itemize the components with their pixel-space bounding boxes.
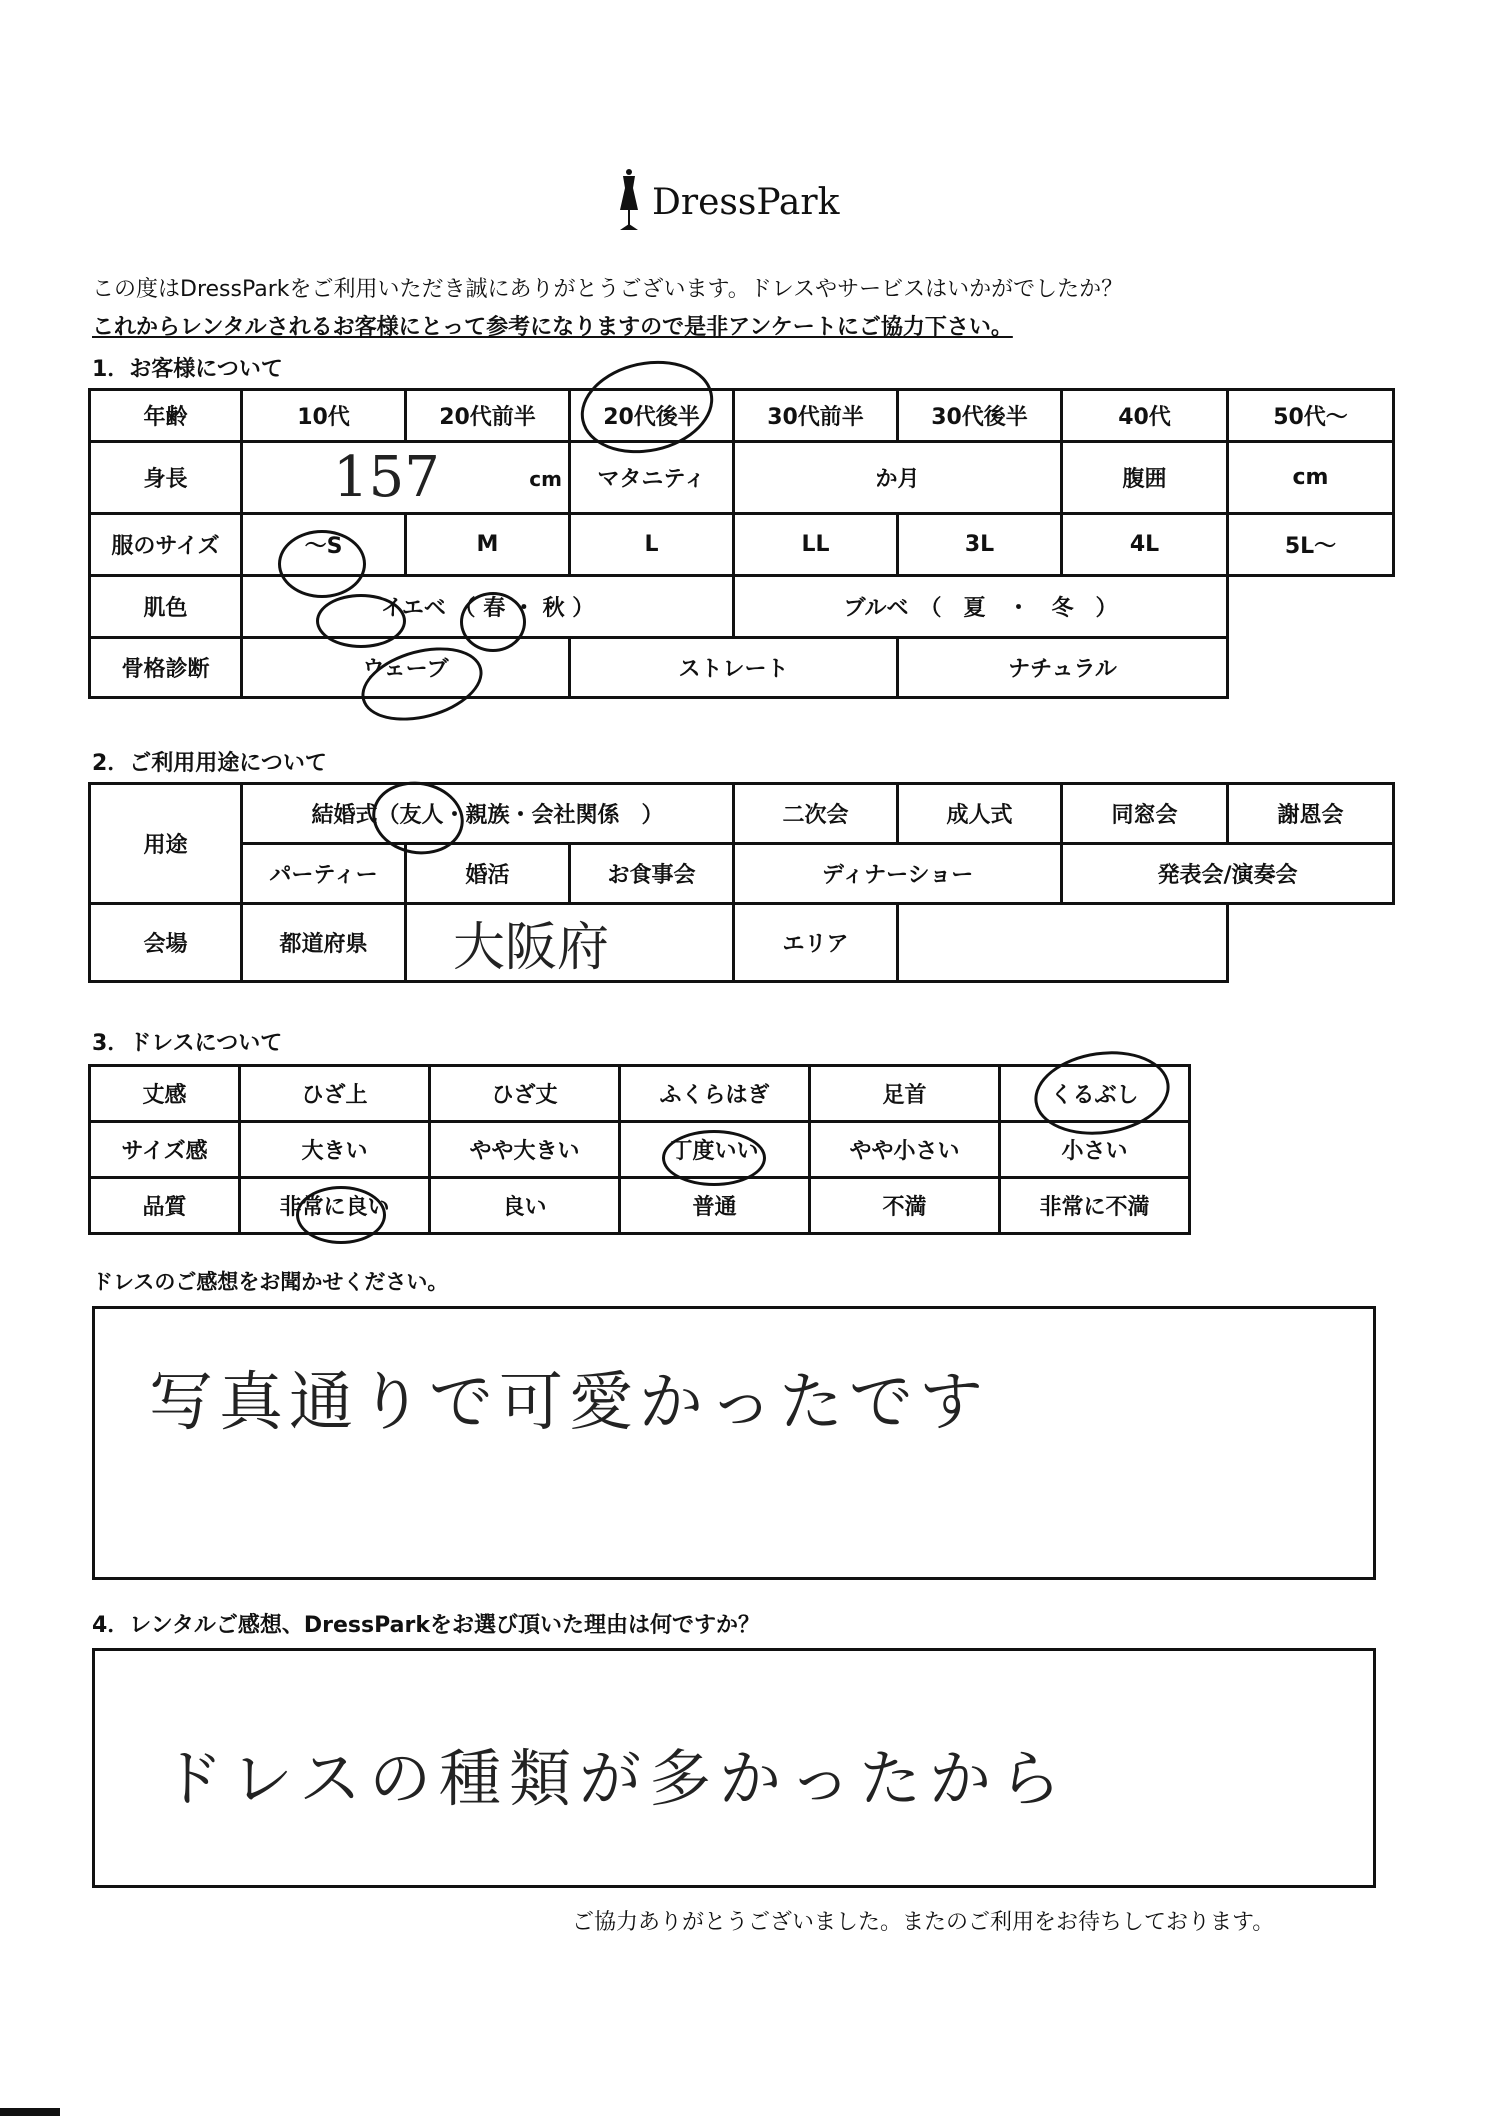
size-option[interactable]: L <box>570 514 734 576</box>
wedding-cell[interactable] <box>242 784 734 844</box>
area-label: エリア <box>734 904 898 982</box>
frame-option[interactable]: ナチュラル <box>898 638 1228 698</box>
size-option[interactable]: LL <box>734 514 898 576</box>
age-option[interactable]: 30代後半 <box>898 390 1062 442</box>
waist-label: 腹囲 <box>1062 442 1228 514</box>
skin-autumn[interactable]: 秋 <box>542 596 565 621</box>
waist-unit[interactable]: cm <box>1228 442 1394 514</box>
footer-thanks: ご協力ありがとうございました。またのご利用をお待ちしております。 <box>572 1910 1275 1935</box>
size-option[interactable]: 5L～ <box>1228 514 1394 576</box>
wedding-prefix: 結婚式（ <box>311 803 400 828</box>
age-option[interactable]: 20代前半 <box>406 390 570 442</box>
quality-option[interactable]: 良い <box>430 1178 620 1234</box>
fit-option[interactable]: 小さい <box>1000 1122 1190 1178</box>
skin-yellow[interactable]: イエベ <box>380 596 446 621</box>
length-option[interactable]: 足首 <box>810 1066 1000 1122</box>
age-label: 年齢 <box>90 390 242 442</box>
customer-table <box>88 388 1395 699</box>
selection-circle <box>278 530 366 598</box>
skin-blue[interactable]: ブルベ （ 夏 ・ 冬 ） <box>734 576 1228 638</box>
section1-title: 1．お客様について <box>92 357 283 382</box>
purpose-option[interactable]: 婚活 <box>406 844 570 904</box>
dress-table <box>88 1064 1191 1235</box>
empty-cell <box>1228 638 1394 698</box>
comment-text: 写真通りで可愛かったです <box>149 1366 989 1440</box>
reason-box[interactable] <box>92 1648 1376 1888</box>
fit-option[interactable]: やや大きい <box>430 1122 620 1178</box>
age-option-selected[interactable]: 20代後半 <box>570 390 734 442</box>
age-option[interactable]: 10代 <box>242 390 406 442</box>
frame-label: 骨格診断 <box>90 638 242 698</box>
purpose-option[interactable]: 二次会 <box>734 784 898 844</box>
frame-option[interactable]: ストレート <box>570 638 898 698</box>
quality-label: 品質 <box>90 1178 240 1234</box>
age-option[interactable]: 40代 <box>1062 390 1228 442</box>
comment-prompt: ドレスのご感想をお聞かせください。 <box>92 1270 449 1294</box>
separator-dot: ・ <box>512 596 535 621</box>
brand-logo <box>612 168 872 248</box>
height-value: 157 <box>333 445 440 510</box>
venue-label: 会場 <box>90 904 242 982</box>
fit-label: サイズ感 <box>90 1122 240 1178</box>
prefecture-field[interactable] <box>406 904 734 982</box>
frame-option-selected[interactable]: ウェーブ <box>242 638 570 698</box>
area-field[interactable] <box>898 904 1228 982</box>
height-field[interactable] <box>242 442 570 514</box>
quality-option[interactable]: 普通 <box>620 1178 810 1234</box>
comment-box[interactable] <box>92 1306 1376 1580</box>
prefecture-label: 都道府県 <box>242 904 406 982</box>
age-option[interactable]: 30代前半 <box>734 390 898 442</box>
maternity-label: マタニティ <box>570 442 734 514</box>
size-option-selected[interactable]: ～S <box>242 514 406 576</box>
empty-cell <box>1228 576 1394 638</box>
selection-circle <box>316 594 406 648</box>
length-option[interactable]: ひざ上 <box>240 1066 430 1122</box>
reason-text: ドレスの種類が多かったから <box>161 1742 1070 1815</box>
fit-option[interactable]: 大きい <box>240 1122 430 1178</box>
size-option[interactable]: 4L <box>1062 514 1228 576</box>
intro-line-1: この度はDressParkをご利用いただき誠にありがとうございます。ドレスやサービスはいかがでしたか？ <box>92 277 1124 302</box>
wedding-rest: ・親族・会社関係 ） <box>443 803 664 828</box>
paren-open: （ <box>453 596 476 621</box>
purpose-option[interactable]: 謝恩会 <box>1228 784 1394 844</box>
prefecture-value: 大阪府 <box>453 918 610 978</box>
section2-title: 2．ご利用用途について <box>92 751 327 776</box>
section3-title: 3．ドレスについて <box>92 1031 283 1056</box>
length-option[interactable]: ひざ丈 <box>430 1066 620 1122</box>
usage-table <box>88 782 1395 983</box>
purpose-option[interactable]: お食事会 <box>570 844 734 904</box>
maternity-months-unit[interactable]: か月 <box>734 442 1062 514</box>
selection-circle <box>296 1186 386 1244</box>
purpose-option[interactable]: 成人式 <box>898 784 1062 844</box>
skin-label: 肌色 <box>90 576 242 638</box>
height-unit: cm <box>529 467 562 491</box>
scan-edge-mark <box>0 2108 60 2116</box>
fit-option-selected[interactable]: 丁度いい <box>620 1122 810 1178</box>
length-option[interactable]: ふくらはぎ <box>620 1066 810 1122</box>
fit-option[interactable]: やや小さい <box>810 1122 1000 1178</box>
intro-line-2: これからレンタルされるお客様にとって参考になりますので是非アンケートにご協力下さい。 <box>92 315 1013 340</box>
age-option[interactable]: 50代～ <box>1228 390 1394 442</box>
selection-circle <box>662 1130 766 1186</box>
size-option[interactable]: 3L <box>898 514 1062 576</box>
length-option-selected[interactable]: くるぶし <box>1000 1066 1190 1122</box>
quality-option[interactable]: 非常に不満 <box>1000 1178 1190 1234</box>
quality-option-selected[interactable]: 非常に良い <box>240 1178 430 1234</box>
purpose-option[interactable]: パーティー <box>242 844 406 904</box>
purpose-option[interactable]: 発表会/演奏会 <box>1062 844 1394 904</box>
purpose-option[interactable]: ディナーショー <box>734 844 1062 904</box>
brand-name: DressPark <box>652 182 840 223</box>
height-label: 身長 <box>90 442 242 514</box>
empty-cell <box>1228 904 1394 982</box>
size-label: 服のサイズ <box>90 514 242 576</box>
section4-title: 4．レンタルご感想、DressParkをお選び頂いた理由は何ですか？ <box>92 1613 760 1638</box>
size-option[interactable]: M <box>406 514 570 576</box>
wedding-friend[interactable]: 友人 <box>399 803 444 828</box>
selection-circle <box>460 592 526 652</box>
paren-close: ） <box>572 596 595 621</box>
purpose-option[interactable]: 同窓会 <box>1062 784 1228 844</box>
length-label: 丈感 <box>90 1066 240 1122</box>
dress-form-icon <box>612 168 646 238</box>
purpose-label: 用途 <box>90 784 242 904</box>
quality-option[interactable]: 不満 <box>810 1178 1000 1234</box>
skin-spring[interactable]: 春 <box>483 596 506 621</box>
